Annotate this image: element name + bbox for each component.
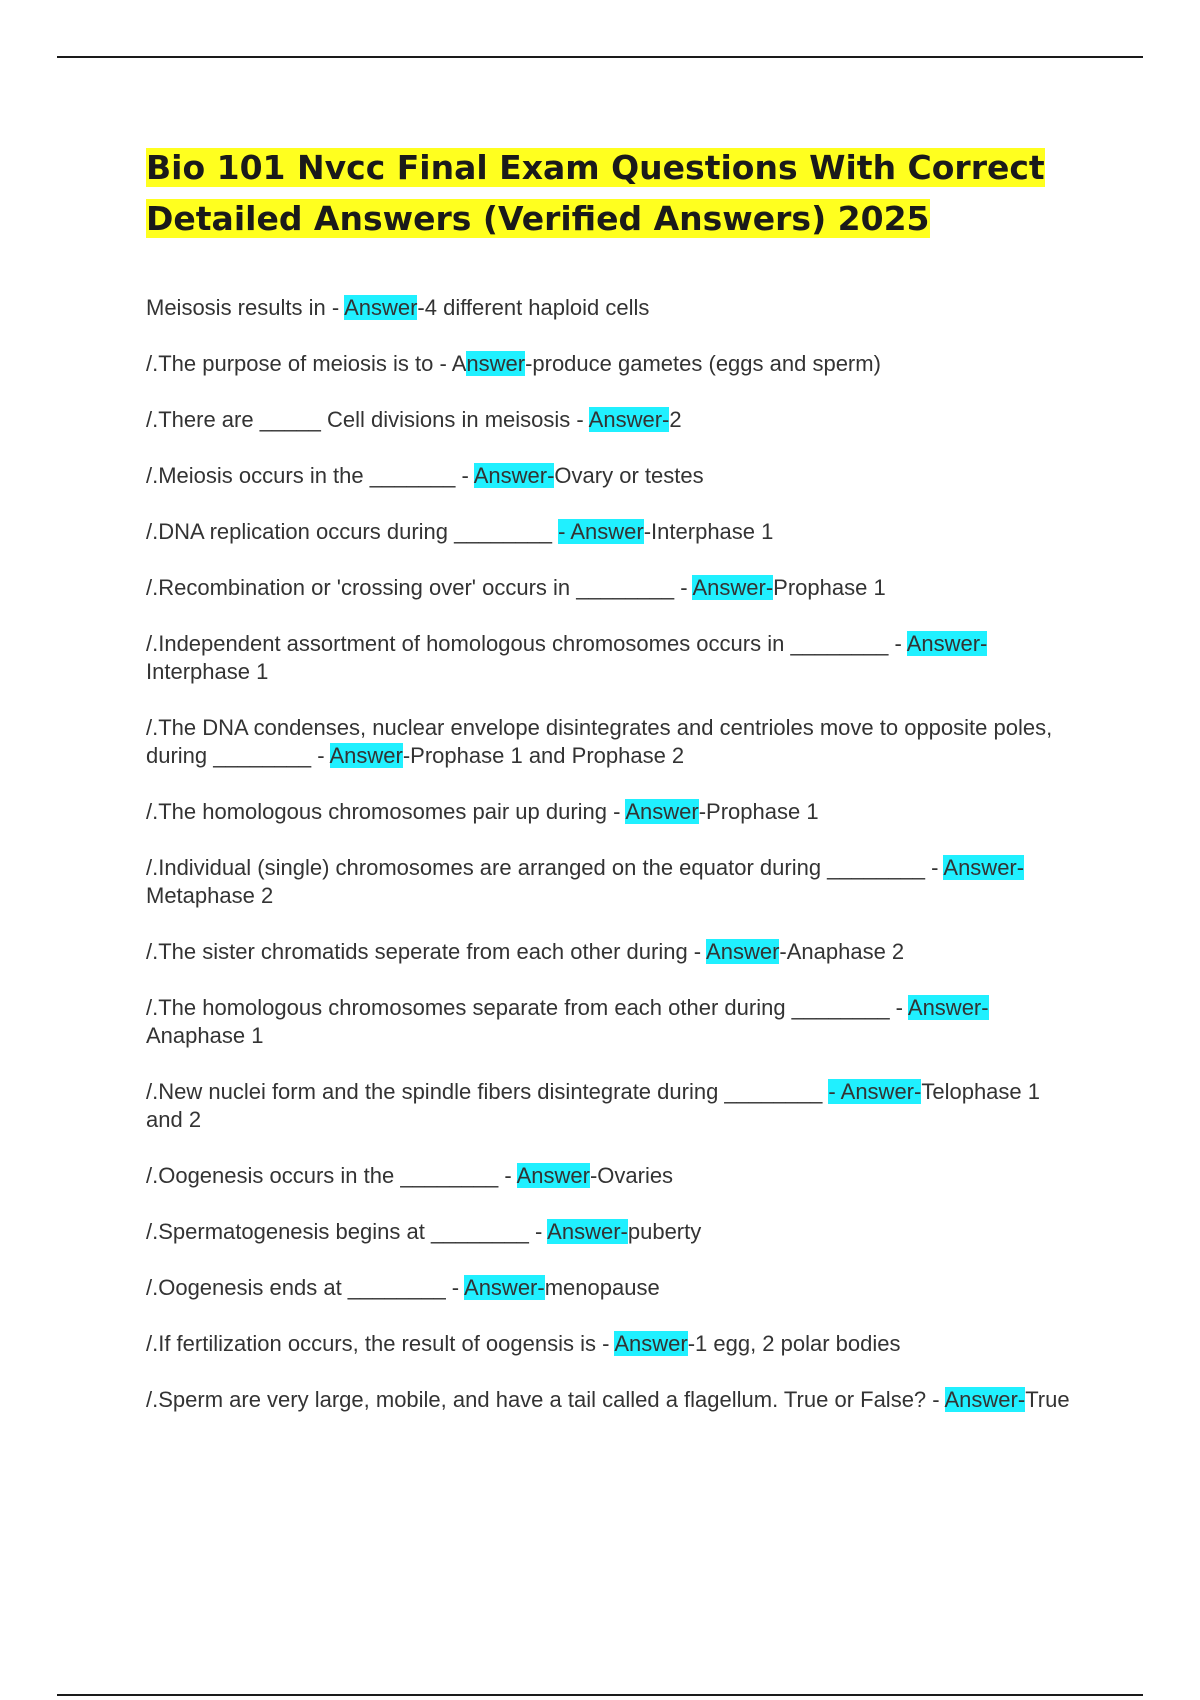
answer-highlight: Answer [516,1163,590,1188]
top-rule [57,56,1143,58]
question-text: /.New nuclei form and the spindle fibers disintegrate during ________ [146,1079,829,1104]
question-text: /.If fertilization occurs, the result of oogensis is - [146,1331,615,1356]
document-title [146,142,1076,244]
answer-text: -Interphase 1 [643,519,774,544]
answer-text: puberty [627,1219,702,1244]
qa-item [146,630,1076,686]
document-body [146,142,1076,1442]
qa-item [146,350,1076,378]
answer-text: -Prophase 1 and Prophase 2 [402,743,685,768]
answer-text: True [1025,1387,1070,1412]
answer-text: Interphase 1 [146,659,269,684]
qa-item [146,1078,1076,1134]
qa-item [146,462,1076,490]
answer-text: 2 [669,407,682,432]
answer-text: Telophase 1 and 2 [146,1079,1047,1132]
question-text: /.The homologous chromosomes separate from each other during ________ - [146,995,908,1020]
answer-text: -Anaphase 2 [779,939,905,964]
answer-highlight: Answer [614,1331,688,1356]
question-text: /.The DNA condenses, nuclear envelope disintegrates and centrioles move to opposite poles, during ________ - [146,715,1053,768]
qa-item [146,1386,1076,1414]
answer-text: Metaphase 2 [146,883,274,908]
answer-text: menopause [544,1275,660,1300]
question-text: /.There are _____ Cell divisions in meisosis - [146,407,589,432]
question-text: /.Sperm are very large, mobile, and have a tail called a flagellum. True or False? - [146,1387,945,1412]
answer-highlight: Answer- [692,575,774,600]
question-text: /.Oogenesis ends at ________ - [146,1275,465,1300]
qa-item [146,714,1076,770]
answer-text: Ovary or testes [554,463,704,488]
qa-item [146,518,1076,546]
qa-item [146,1274,1076,1302]
answer-text: -Prophase 1 [698,799,819,824]
qa-item [146,798,1076,826]
qa-item [146,574,1076,602]
answer-highlight: Answer [706,939,780,964]
question-text: /.Individual (single) chromosomes are arranged on the equator during ________ - [146,855,944,880]
answer-highlight: - Answer [558,519,644,544]
question-text: /.The purpose of meiosis is to - A [146,351,467,376]
answer-highlight: Answer- [547,1219,628,1244]
title-highlight: Bio 101 Nvcc Final Exam Questions With Correct Detailed Answers (Verified Answers) 2025 [146,148,1045,238]
answer-highlight: Answer- [473,463,555,488]
qa-item [146,994,1076,1050]
question-text: Meisosis results in - [146,295,345,320]
answer-highlight: Answer- [588,407,670,432]
question-text: /.Recombination or 'crossing over' occurs in ________ - [146,575,693,600]
question-text: /.The sister chromatids seperate from each other during - [146,939,707,964]
answer-text: -4 different haploid cells [417,295,650,320]
question-text: /.The homologous chromosomes pair up during - [146,799,626,824]
qa-item [146,406,1076,434]
answer-highlight: Answer- [464,1275,545,1300]
qa-item [146,1330,1076,1358]
answer-highlight: nswer [466,351,526,376]
question-text: /.Oogenesis occurs in the ________ - [146,1163,517,1188]
answer-highlight: Answer [344,295,418,320]
question-text: /.Independent assortment of homologous chromosomes occurs in ________ - [146,631,907,656]
qa-item [146,938,1076,966]
bottom-rule [57,1694,1143,1696]
answer-text: -produce gametes (eggs and sperm) [525,351,881,376]
answer-text: -1 egg, 2 polar bodies [687,1331,901,1356]
answer-text: Anaphase 1 [146,1023,264,1048]
answer-highlight: Answer [329,743,403,768]
qa-item [146,854,1076,910]
qa-list [146,294,1076,1414]
answer-highlight: Answer [625,799,699,824]
answer-highlight: Answer- [906,631,988,656]
question-text: /.Meiosis occurs in the _______ - [146,463,474,488]
qa-item [146,294,1076,322]
qa-item [146,1218,1076,1246]
answer-highlight: Answer- [907,995,989,1020]
answer-text: Prophase 1 [773,575,886,600]
qa-item [146,1162,1076,1190]
answer-highlight: Answer- [944,1387,1026,1412]
answer-highlight: - Answer- [828,1079,922,1104]
question-text: /.Spermatogenesis begins at ________ - [146,1219,548,1244]
question-text: /.DNA replication occurs during ________ [146,519,559,544]
answer-highlight: Answer- [943,855,1025,880]
answer-text: -Ovaries [589,1163,674,1188]
